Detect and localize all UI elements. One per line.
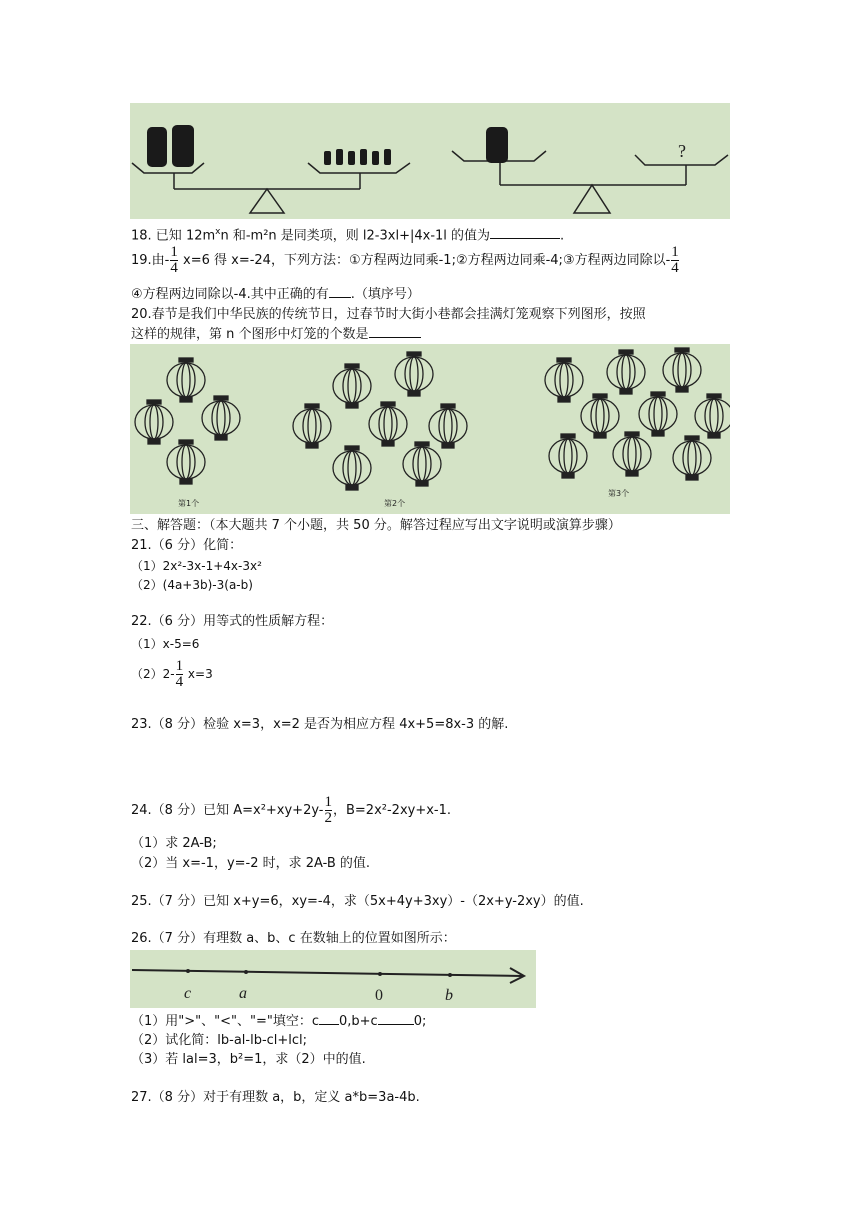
lantern-icon	[549, 434, 587, 478]
q26-blank-1[interactable]	[319, 1024, 339, 1025]
question-23: 23.（8 分）检验 x=3，x=2 是否为相应方程 4x+5=8x-3 的解.	[131, 717, 509, 732]
q20-line2-text: 这样的规律，第 n 个图形中灯笼的个数是	[131, 327, 369, 342]
q26-p1-a: （1）用">"、"<"、"="填空：c	[131, 1014, 319, 1029]
question-26-title: 26.（7 分）有理数 a、b、c 在数轴上的位置如图所示：	[131, 931, 456, 946]
lantern-icon	[545, 358, 583, 402]
q20-answer-blank[interactable]	[369, 337, 421, 338]
lantern-patterns-image	[130, 344, 730, 514]
label-a: a	[239, 985, 247, 1002]
label-c: c	[184, 985, 192, 1002]
q26-p1-b: 0,b+c	[338, 1014, 378, 1029]
lantern-icon	[663, 348, 701, 392]
lantern-icon	[613, 432, 651, 476]
frac-den: 2	[324, 810, 332, 826]
lantern-icon	[333, 446, 371, 490]
frac-num: 1	[175, 658, 184, 674]
question-22-part1: （1）x-5=6	[131, 637, 200, 651]
lantern-icon	[333, 364, 371, 408]
number-line-figure	[130, 950, 536, 1008]
section-3-heading: 三、解答题：（本大题共 7 个小题，共 50 分。解答过程应写出文字说明或演算步骤）	[131, 518, 621, 533]
q19-fraction-2	[671, 245, 679, 276]
q19-fraction	[170, 245, 178, 276]
q26-p1-c: 0;	[413, 1014, 427, 1029]
lantern-icon	[135, 400, 173, 444]
q18-sup: x	[215, 227, 221, 237]
caption-figure-1: 第1个	[178, 499, 200, 508]
lantern-icon	[403, 442, 441, 486]
question-25: 25.（7 分）已知 x+y=6，xy=-4，求（5x+4y+3xy）-（2x+y-2xy）的值.	[131, 894, 584, 909]
question-20-line1: 20.春节是我们中华民族的传统节日，过春节时大街小巷都会挂满灯笼观察下列图形，按照	[131, 307, 646, 322]
caption-figure-3: 第3个	[608, 489, 630, 498]
q22-p2-b: x=3	[184, 667, 213, 681]
q19-answer-blank[interactable]	[329, 297, 351, 298]
question-24-part1: （1）求 2A-B;	[131, 836, 217, 851]
lantern-icon	[429, 404, 467, 448]
frac-den: 4	[175, 674, 184, 690]
frac-num: 1	[671, 244, 679, 260]
frac-num: 1	[170, 244, 178, 260]
question-22-part2	[131, 656, 213, 692]
question-21-part2: （2）(4a+3b)-3(a-b)	[131, 578, 253, 592]
lantern-icon	[202, 396, 240, 440]
question-26-part3: （3）若 lal=3，b²=1，求（2）中的值.	[131, 1052, 366, 1067]
balance-scales-image	[130, 103, 730, 219]
frac-num: 1	[324, 794, 332, 810]
q19-mid: x=6 得 x=-24，下列方法：①方程两边同乘-1;②方程两边同乘-4;③方程两边同除以-	[178, 253, 671, 268]
question-20-line2	[131, 327, 421, 343]
label-zero: 0	[375, 987, 383, 1004]
balance-figure	[130, 103, 730, 219]
question-27: 27.（8 分）对于有理数 a，b，定义 a*b=3a-4b.	[131, 1090, 420, 1105]
q24-fraction	[325, 795, 333, 826]
q22-p2-a: （2）2-	[131, 667, 175, 681]
question-21-title: 21.（6 分）化简：	[131, 538, 243, 553]
q18-text-b: n 和-m²n 是同类项，则 l2-3xl+|4x-1l 的值为	[220, 228, 491, 244]
lantern-icon	[369, 402, 407, 446]
lantern-icon	[607, 350, 645, 394]
lantern-icon	[167, 358, 205, 402]
q19-lead: 19.由-	[131, 253, 170, 268]
q18-answer-blank[interactable]	[490, 238, 560, 239]
q24-a: 24.（8 分）已知 A=x²+xy+2y-	[131, 803, 324, 818]
q19-line2-b: .（填序号）	[350, 287, 420, 302]
question-21-part1: （1）2x²-3x-1+4x-3x²	[131, 559, 262, 573]
lantern-icon	[395, 352, 433, 396]
lantern-icon	[695, 394, 730, 438]
lantern-figure	[130, 344, 730, 514]
q26-blank-2[interactable]	[378, 1024, 414, 1025]
question-mark-label: ?	[678, 141, 686, 161]
number-line-image	[130, 950, 536, 1008]
q18-end: .	[560, 228, 565, 244]
lantern-icon	[167, 440, 205, 484]
question-22-title: 22.（6 分）用等式的性质解方程：	[131, 614, 334, 629]
q22-fraction	[176, 659, 184, 690]
q24-b: ，B=2x²-2xy+x-1.	[333, 803, 452, 818]
caption-figure-2: 第2个	[384, 499, 406, 508]
label-b: b	[445, 987, 453, 1004]
q18-text-a: 18. 已知 12m	[131, 228, 216, 244]
question-19-line2	[131, 287, 420, 303]
question-24	[131, 791, 451, 831]
frac-den: 4	[671, 260, 679, 276]
question-26-part2: （2）试化简：lb-al-lb-cl+lcl;	[131, 1033, 308, 1048]
frac-den: 4	[170, 260, 178, 276]
lantern-icon	[639, 392, 677, 436]
lantern-icon	[293, 404, 331, 448]
question-18	[131, 224, 564, 244]
question-26-part1	[131, 1014, 426, 1030]
lantern-icon	[581, 394, 619, 438]
question-24-part2: （2）当 x=-1，y=-2 时，求 2A-B 的值.	[131, 856, 371, 871]
q19-line2-a: ④方程两边同除以-4.其中正确的有	[131, 287, 329, 302]
question-19-line1	[131, 244, 680, 278]
lantern-icon	[673, 436, 711, 480]
